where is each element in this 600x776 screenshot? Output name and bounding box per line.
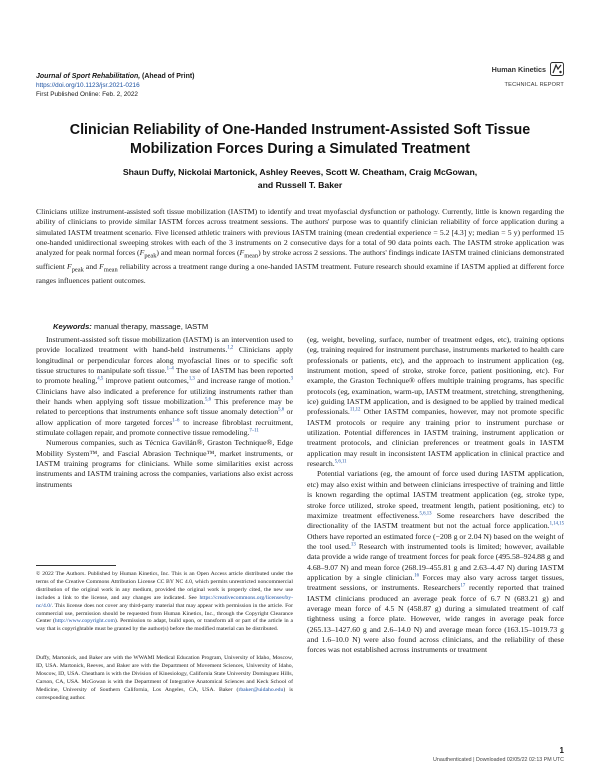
journal-name: Journal of Sport Rehabilitation, <box>36 73 141 80</box>
copyright-footnote: © 2022 The Authors. Published by Human Kinetics, Inc. This is an Open Access article distributed under the terms of the Creative Commons Attribution License CC BY NC 4.0, which permits unrestricted noncommercial distribution of the original work in any medium, provided the original work is properly cited, the new use includes a link to the license, and any changes are indicated. See https://creativecommons.org/licenses/by-nc/4.0/. This license does not cover any third-party material that may appear with permission in the article. For commercial use, permission should be requested from Human Kinetics, Inc., through the Copyright Clearance Center (http://www.copyright.com). Permission to adapt, build upon, or transform all or part of the article in a way that is copyrightable must be granted by the author(s) before the modified material can be distributed. <box>36 571 293 633</box>
article-title: Clinician Reliability of One-Handed Instrument-Assisted Soft Tissue Mobilization Forces During a Simulated Treatment <box>69 122 531 157</box>
page-number: 1 <box>559 746 564 755</box>
doi-link[interactable]: https://doi.org/10.1123/jsr.2021-0216 <box>36 82 140 89</box>
body-column-right <box>307 335 564 656</box>
paragraph: Instrument-assisted soft tissue mobilization (IASTM) is an intervention used to provide localized treatment with hand-held instruments.$^{1,2}$ Clinicians apply longitudinal or perpendicular forces along myofascial lines or to specific soft tissue structures to manipulate soft tissue.$^{1-4}$ The use of IASTM has been reported to promote healing,$^{4,5}$ improve patient outcomes,$^{1,3}$ and increase range of motion.$^3$ Clinicians have also indicated a preference for utilizing instruments rather than their hands when applying soft tissue mobilization.$^{5,6}$ This preference may be related to perceptions that instruments enhance soft tissue anomaly detection$^{5,6}$ or allow application of more targeted forces$^{1-6}$ to increase fibroblast recruitment, stimulate collagen repair, and promote connective tissue remodeling.$^{7-11}$ <box>36 335 293 438</box>
published-date: First Published Online: Feb. 2, 2022 <box>36 91 138 98</box>
body-column-left <box>36 335 293 490</box>
affiliations-footnote: Duffy, Martonick, and Baker are with the WWAMI Medical Education Program, University of Idaho, Moscow, ID, USA. Martonick, Reeves, and Baker are with the Department of Movement Sciences, University of Idaho, Moscow, ID, USA. Cheatham is with the Division of Kinesiology, California State University Dominguez Hills, Carson, CA, USA. McGowan is with the Department of Integrative Anatomical Sciences and Keck School of Medicine, University of Southern California, Los Angeles, CA, USA. Baker (rbaker@uidaho.edu) is corresponding author. <box>36 655 294 701</box>
publisher-header <box>424 62 564 88</box>
paragraph: (eg, weight, beveling, surface, number of treatment edges, etc), training options (eg, training required for instrument purchase, instruments marketed to health care professionals or patients, etc), and the approach to instrument application (eg, instrument motion, speed of stroke, stroke force, patient positioning, etc). For example, the Graston Technique® offers multiple training programs, has specific protocols (eg, examination, warm-up, IASTM treatment, stretching, strengthening, ice) guiding IASTM application, and is designed to be applied by trained medical professionals.$^{11,12}$ Other IASTM companies, however, may not promote specific IASTM protocols or require any training prior to instrument purchase or utilization. Potential differences in IASTM training, instrument application or treatment protocols, and clinician preferences or treatment goals in IASTM application may result in inconsistent IASTM application in clinical practice and research.$^{5,6,11}$ <box>307 335 564 469</box>
publisher-name: Human Kinetics <box>491 64 546 74</box>
copyright-center-link[interactable]: http://www.copyright.com <box>54 618 115 625</box>
journal-header <box>36 72 366 99</box>
keywords-text: manual therapy, massage, IASTM <box>91 322 209 331</box>
download-stamp: Unauthenticated | Downloaded 02/05/22 02:13 PM UTC <box>433 757 564 763</box>
author-list <box>60 166 540 191</box>
email-link[interactable]: rbaker@uidaho.edu <box>238 686 284 693</box>
authors-line-2: and Russell T. Baker <box>257 179 343 190</box>
keywords-label: Keywords: <box>53 322 92 331</box>
journal-title-line <box>36 72 366 81</box>
human-kinetics-logo-icon <box>550 62 564 76</box>
paragraph: Numerous companies, such as Técnica Gavilán®, Graston Technique®, Edge Mobility System™, and Fascial Abrasion Technique™, market instruments, or IASTM training programs for clinicians. While some similarities exist across instruments and IASTM training across the companies, variations also exist across instruments <box>36 438 293 489</box>
license-link[interactable]: https://creativecommons.org/licenses/by-nc/4.0/ <box>36 594 293 609</box>
paragraph: Potential variations (eg, the amount of force used during IASTM application, etc) may also exist within and between clinicians irrespective of training and little is known regarding the optimal IASTM treatment application (eg, stroke type, stroke force utilized, stroke speed, treatment length, patient positioning, etc) to maximize treatment effectiveness.$^{5,6,13}$ Some researchers have described the directionality of the IASTM treatment but not the actual force application.$^{1,14,15}$ Others have reported an estimated force (−208 g or 2.04 N) based on the weight of the tool used.$^{13}$ Research with instrumented tools is limited; however, available data provide a wide range of treatment forces for peak force (495.58–924.88 g and 4.68–9.07 N) and mean force (268.19–455.81 g and 2.63–4.47 N) during IASTM application by a single clinician.$^{16}$ Forces may also vary across target tissues, treatment sessions, or instruments. Researchers$^{17}$ recently reported that trained IASTM clinicians produced an average peak force of 6.7 N (683.21 g) and average mean force of 4.5 N (458.87 g) during a simulated treatment of calf tightness using a force plate. However, wide ranges in average peak force (265.13–1427.60 g and 2.6–14.0 N) and average mean force (163.15–1019.73 g and 1.6–10.0 N) were also found across clinicians, and the reliability of these forces was not established across instruments or treatment <box>307 469 565 655</box>
footnote-divider <box>36 565 116 566</box>
report-type: TECHNICAL REPORT <box>504 82 564 88</box>
authors-line-1: Shaun Duffy, Nickolai Martonick, Ashley Reeves, Scott W. Cheatham, Craig McGowan, <box>122 167 478 177</box>
article-type: (Ahead of Print) <box>142 73 195 80</box>
keywords <box>53 322 553 331</box>
abstract: Clinicians utilize instrument-assisted soft tissue mobilization (IASTM) to identify and treat myofascial dysfunction or pathology. Currently, little is known regarding the ability of clinicians to provide similar IASTM forces across treatment sessions. The authors' purpose was to quantify clinician reliability of force application during a simulated IASTM treatment scenario. Five licensed athletic trainers with previous IASTM training (mean credential experience = 5.2 [4.3] y; median = 5 y) performed 15 one-handed unidirectional sweeping strokes with each of the 3 instruments on 2 consecutive days for a total of 90 data points each. The IASTM stroke application was analyzed for peak normal forces $(F_{peak})$ and mean normal forces $(F_{mean})$ by stroke across 2 sessions. The authors' findings indicate IASTM trained clinicians demonstrated sufficient $F_{peak}$ and $F_{mean}$ reliability across a treatment range during a one-handed IASTM treatment. Future research should examine if IASTM applied at different force ranges influences patient outcomes. <box>36 207 565 286</box>
